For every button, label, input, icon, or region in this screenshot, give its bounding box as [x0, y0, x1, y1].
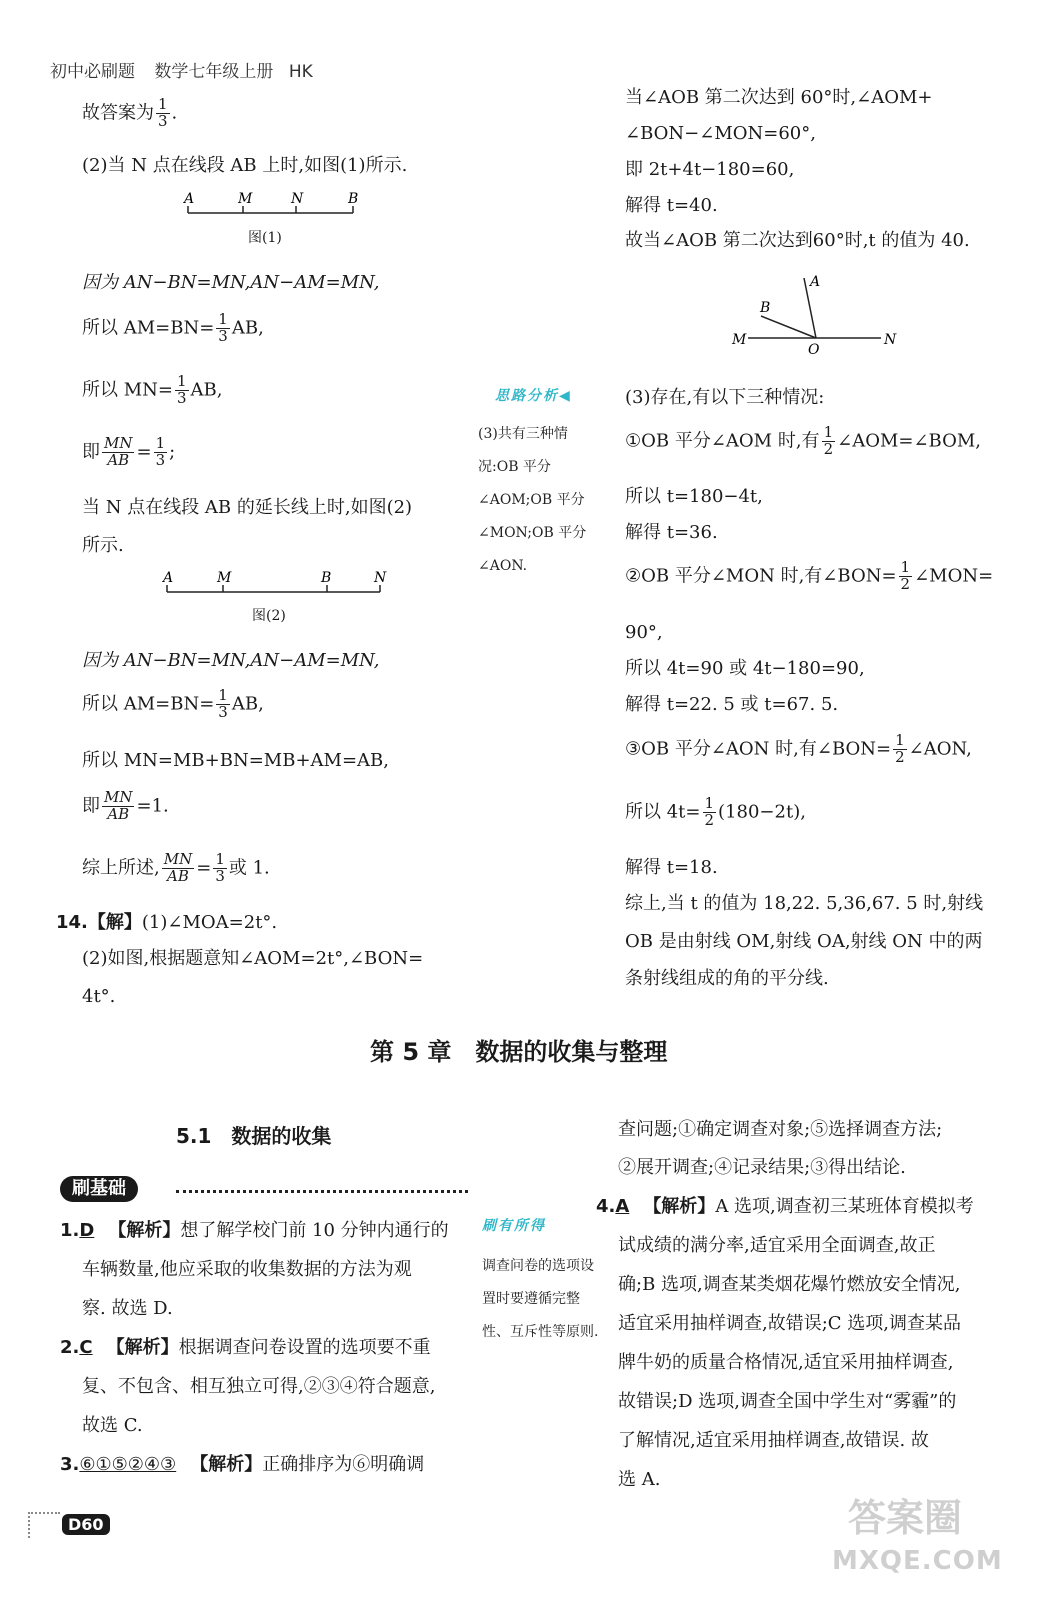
- question-14: 14.【解】(1)∠MOA=2t°.: [56, 912, 278, 933]
- q4-line-7: 了解情况,适宜采用抽样调查,故错误. 故: [618, 1430, 929, 1451]
- fraction: $\frac{1}{3}$: [176, 372, 187, 407]
- right-line-10: ②OB 平分∠MON 时,有∠BON= $\frac{1}{2}$ ∠MON=: [625, 558, 994, 593]
- right-line-6: (3)存在,有以下三种情况:: [625, 387, 825, 408]
- q4-line-4: 适宜采用抽样调查,故错误;C 选项,调查某品: [618, 1313, 962, 1334]
- left-line-5: 所以 MN= $\frac{1}{3}$ AB,: [82, 372, 223, 407]
- q1-line-2: 车辆数量,他应采取的收集数据的方法为观: [82, 1259, 412, 1280]
- q4-line-5: 牌牛奶的质量合格情况,适宜采用抽样调查,: [618, 1352, 954, 1373]
- watermark-logo: 答案圈: [848, 1496, 963, 1540]
- left-line-13: 综上所述, $\frac{MN}{AB}$ = $\frac{1}{3}$ 或 1.: [82, 850, 270, 885]
- q3-line-2: 查问题;①确定调查对象;⑤选择调查方法;: [618, 1119, 943, 1140]
- left-line-10: 所以 AM=BN= $\frac{1}{3}$ AB,: [82, 686, 264, 721]
- answer-choice: C: [79, 1337, 93, 1358]
- fraction: $\frac{1}{2}$: [704, 794, 715, 829]
- q4-line-8: 选 A.: [618, 1469, 661, 1490]
- fig1-label-m: M: [238, 191, 253, 207]
- left-line-6: 即 $\frac{MN}{AB}$ = $\frac{1}{3}$ ;: [82, 434, 176, 469]
- right-line-15: 所以 4t= $\frac{1}{2}$ (180−2t),: [625, 794, 806, 829]
- right-line-18: OB 是由射线 OM,射线 OA,射线 ON 中的两: [625, 931, 983, 952]
- q4-line-6: 故错误;D 选项,调查全国中学生对“雾霾”的: [618, 1391, 957, 1412]
- right-line-7: ①OB 平分∠AOM 时,有 $\frac{1}{2}$ ∠AOM=∠BOM,: [625, 423, 982, 458]
- fraction: $\frac{1}{2}$: [900, 558, 911, 593]
- right-line-4: 解得 t=40.: [625, 195, 718, 216]
- right-line-16: 解得 t=18.: [625, 857, 718, 878]
- fraction: $\frac{MN}{AB}$: [104, 434, 133, 469]
- fig2-label-b: B: [321, 570, 332, 586]
- left-line-2: (2)当 N 点在线段 AB 上时,如图(1)所示.: [82, 155, 408, 176]
- book-title: 初中必刷题: [50, 62, 135, 82]
- right-line-8: 所以 t=180−4t,: [625, 486, 763, 507]
- answer-tag: 【解】: [87, 912, 142, 933]
- question-1: 1.D 【解析】想了解学校门前 10 分钟内通行的: [60, 1220, 449, 1241]
- fig2-label-n: N: [374, 570, 387, 586]
- left-line-7: 当 N 点在线段 AB 的延长线上时,如图(2): [82, 497, 413, 518]
- sidenote2-title: 刷有所得: [482, 1218, 546, 1234]
- right-line-14: ③OB 平分∠AON 时,有∠BON= $\frac{1}{2}$ ∠AON,: [625, 731, 972, 766]
- question-2: 2.C 【解析】根据调查问卷设置的选项要不重: [60, 1337, 431, 1358]
- q2-line-3: 故选 C.: [82, 1415, 143, 1436]
- right-line-2: ∠BON−∠MON=60°,: [625, 123, 816, 144]
- left-line-1: 故答案为 $\frac{1}{3}$ .: [82, 95, 178, 130]
- right-line-17: 综上,当 t 的值为 18,22. 5,36,67. 5 时,射线: [625, 893, 984, 914]
- figure-2-caption: 图(2): [252, 608, 286, 624]
- book-edition: HK: [288, 62, 313, 82]
- fig1-label-n: N: [291, 191, 304, 207]
- basics-badge-label: 刷基础: [60, 1176, 138, 1202]
- fig1-label-b: B: [348, 191, 359, 207]
- ray-ob: [761, 316, 816, 338]
- question-4: 4.A 【解析】A 选项,调查初三某班体育模拟考: [596, 1196, 974, 1217]
- watermark-url: MXQE.COM: [832, 1546, 1003, 1576]
- analysis-tag: 【解析】: [643, 1196, 716, 1217]
- sidenote2-text: 调查问卷的选项设置时要遵循完整性、互斥性等原则.: [482, 1258, 599, 1340]
- q14-line-2: (2)如图,根据题意知∠AOM=2t°,∠BON=: [82, 948, 424, 969]
- fraction: $\frac{MN}{AB}$: [163, 850, 193, 885]
- right-line-13: 解得 t=22. 5 或 t=67. 5.: [625, 694, 839, 715]
- analysis-tag: 【解析】: [190, 1454, 263, 1475]
- analysis-tag: 【解析】: [108, 1220, 181, 1241]
- q3-line-3: ②展开调查;④记录结果;③得出结论.: [618, 1157, 906, 1178]
- q1-line-3: 察. 故选 D.: [82, 1298, 173, 1319]
- answer-choice: A: [615, 1196, 630, 1217]
- label-b: B: [760, 300, 771, 316]
- fraction: $\frac{MN}{AB}$: [104, 788, 133, 823]
- right-line-3: 即 2t+4t−180=60,: [625, 159, 795, 180]
- page-corner-mark: [28, 1512, 60, 1538]
- fraction: $\frac{1}{3}$: [155, 434, 166, 469]
- answer-choice: ⑥①⑤②④③: [79, 1454, 177, 1475]
- basics-badge: [60, 1176, 138, 1202]
- answer-choice: D: [79, 1220, 95, 1241]
- q2-line-2: 复、不包含、相互独立可得,②③④符合题意,: [82, 1376, 436, 1397]
- label-n: N: [884, 332, 897, 348]
- fraction: $\frac{1}{3}$: [218, 310, 228, 345]
- fraction: $\frac{1}{2}$: [895, 731, 905, 766]
- book-header: [50, 62, 313, 82]
- page-number: D60: [62, 1514, 110, 1535]
- fig2-label-a: A: [163, 570, 174, 586]
- q4-line-2: 试成绩的满分率,适宜采用全面调查,故正: [618, 1235, 936, 1256]
- left-line-9: 因为 AN−BN=MN,AN−AM=MN,: [82, 650, 380, 671]
- q4-line-3: 确;B 选项,调查某类烟花爆竹燃放安全情况,: [618, 1274, 961, 1295]
- fig1-label-a: A: [184, 191, 195, 207]
- right-line-12: 所以 4t=90 或 4t−180=90,: [625, 658, 865, 679]
- left-line-12: 即 $\frac{MN}{AB}$ =1.: [82, 788, 169, 823]
- analysis-tag: 【解析】: [106, 1337, 179, 1358]
- right-line-11: 90°,: [625, 622, 663, 643]
- figure-1-caption: 图(1): [248, 230, 282, 246]
- fraction: $\frac{1}{3}$: [158, 95, 168, 130]
- right-line-9: 解得 t=36.: [625, 522, 718, 543]
- left-line-11: 所以 MN=MB+BN=MB+AM=AB,: [82, 750, 389, 771]
- fig2-label-m: M: [217, 570, 232, 586]
- right-line-5: 故当∠AOB 第二次达到60°时,t 的值为 40.: [625, 230, 970, 251]
- figure-2-diagram: [155, 566, 395, 600]
- question-number: 14.: [56, 912, 88, 933]
- figure-3-angle-diagram: [726, 268, 906, 360]
- left-line-8: 所示.: [82, 535, 124, 556]
- label-o: O: [808, 342, 820, 358]
- chapter-title: 第 5 章 数据的收集与整理: [370, 1038, 668, 1066]
- label-m: M: [732, 332, 747, 348]
- label-a: A: [810, 274, 821, 290]
- sidenote-text: (3)共有三种情况:OB 平分∠AOM;OB 平分∠MON;OB 平分∠AON.: [478, 426, 587, 574]
- fraction: $\frac{1}{3}$: [218, 686, 228, 721]
- right-line-1: 当∠AOB 第二次达到 60°时,∠AOM+: [625, 87, 933, 108]
- section-title: 5.1 数据的收集: [176, 1124, 332, 1148]
- q14-line-3: 4t°.: [82, 986, 116, 1007]
- left-line-4: 所以 AM=BN= $\frac{1}{3}$ AB,: [82, 310, 264, 345]
- book-subject: 数学七年级上册: [154, 62, 274, 82]
- question-3: 3.⑥①⑤②④③ 【解析】正确排序为⑥明确调: [60, 1454, 425, 1475]
- badge-dotted-rule: [176, 1190, 468, 1193]
- left-line-3: 因为 AN−BN=MN,AN−AM=MN,: [82, 272, 380, 293]
- sidenote-title: 思路分析◀: [495, 388, 572, 404]
- right-line-19: 条射线组成的角的平分线.: [625, 968, 829, 989]
- fraction: $\frac{1}{2}$: [823, 423, 834, 458]
- fraction: $\frac{1}{3}$: [215, 850, 225, 885]
- figure-1-diagram: [178, 188, 368, 222]
